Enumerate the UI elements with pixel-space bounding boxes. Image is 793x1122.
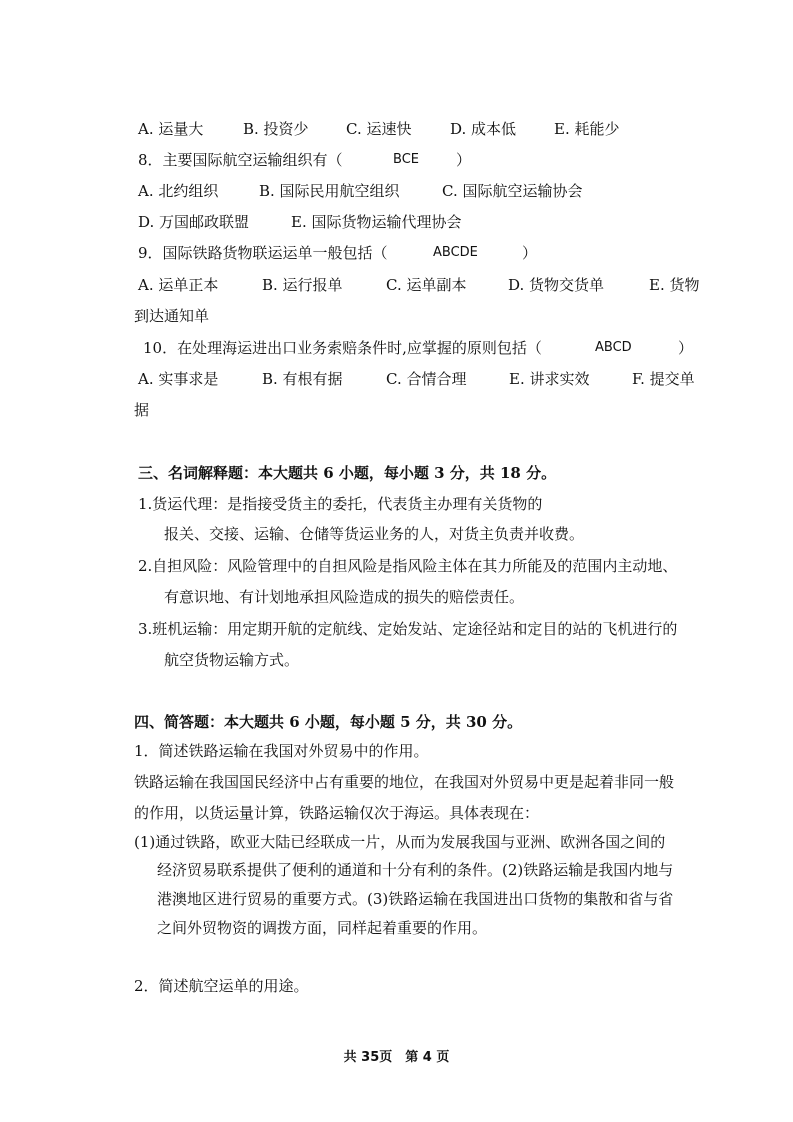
q7-option-b: B. 投资少 [243, 120, 309, 138]
answer-1-line6: 之间外贸物资的调拨方面，同样起着重要的作用。 [157, 919, 488, 937]
q8-close: ） [456, 151, 472, 169]
q8-option-b: B. 国际民用航空组织 [259, 182, 400, 200]
q7-option-c: C. 运速快 [346, 120, 412, 138]
answer-1-line3: (1)通过铁路，欧亚大陆已经联成一片，从而为发展我国与亚洲、欧洲各国之间的 [134, 833, 666, 851]
q9-option-b: B. 运行报单 [262, 276, 343, 294]
term-2-line1: 2.自担风险：风险管理中的自担风险是指风险主体在其力所能及的范围内主动地、 [138, 557, 678, 575]
q9-stem: 9．国际铁路货物联运运单一般包括（ [138, 244, 388, 262]
term-1-line1: 1.货运代理：是指接受货主的委托，代表货主办理有关货物的 [138, 495, 543, 513]
q10-option-f: F. 提交单 [632, 370, 695, 388]
q9-close: ） [522, 244, 538, 262]
q10-option-a: A. 实事求是 [138, 370, 219, 388]
section4-heading: 四、简答题：本大题共 6 小题，每小题 5 分，共 30 分。 [134, 713, 523, 731]
q10-answer: ABCD [595, 340, 632, 355]
q9-option-e: E. 货物 [649, 276, 700, 294]
q8-option-a: A. 北约组织 [138, 182, 219, 200]
q10-option-c: C. 合情合理 [386, 370, 467, 388]
answer-1-line2: 的作用，以货运量计算，铁路运输仅次于海运。具体表现在： [134, 804, 540, 822]
answer-1-line1: 铁路运输在我国国民经济中占有重要的地位，在我国对外贸易中更是起着非同一般 [134, 773, 675, 791]
answer-1-line4: 经济贸易联系提供了便利的通道和十分有利的条件。(2)铁路运输是我国内地与 [157, 861, 674, 879]
term-2-line2: 有意识地、有计划地承担风险造成的损失的赔偿责任。 [164, 588, 525, 606]
term-1-line2: 报关、交接、运输、仓储等货运业务的人，对货主负责并收费。 [164, 525, 585, 543]
short-q1: 1．简述铁路运输在我国对外贸易中的作用。 [134, 742, 429, 760]
q7-option-a: A. 运量大 [138, 120, 204, 138]
q10-close: ） [678, 339, 694, 357]
q8-option-d: D. 万国邮政联盟 [138, 213, 250, 231]
q10-option-b: B. 有根有据 [262, 370, 343, 388]
q9-answer: ABCDE [433, 245, 478, 260]
q9-option-d: D. 货物交货单 [508, 276, 605, 294]
q9-option-c: C. 运单副本 [386, 276, 467, 294]
q7-option-d: D. 成本低 [450, 120, 517, 138]
q10-stem: 10．在处理海运进出口业务索赔条件时,应掌握的原则包括（ [143, 339, 542, 357]
q10-option-wrap: 据 [134, 401, 150, 419]
q8-option-e: E. 国际货物运输代理协会 [291, 213, 462, 231]
q8-answer: BCE [393, 152, 419, 167]
term-3-line1: 3.班机运输：用定期开航的定航线、定始发站、定途径站和定目的站的飞机进行的 [138, 620, 678, 638]
q7-option-e: E. 耗能少 [554, 120, 620, 138]
q9-option-wrap: 到达通知单 [134, 307, 210, 325]
term-3-line2: 航空货物运输方式。 [164, 651, 300, 669]
q8-stem: 8．主要国际航空运输组织有（ [138, 151, 343, 169]
page-footer: 共 35页 第 4 页 [343, 1050, 450, 1065]
section3-heading: 三、名词解释题：本大题共 6 小题，每小题 3 分，共 18 分。 [138, 464, 557, 482]
short-q2: 2．简述航空运单的用途。 [134, 977, 309, 995]
answer-1-line5: 港澳地区进行贸易的重要方式。(3)铁路运输在我国进出口货物的集散和省与省 [157, 890, 674, 908]
q9-option-a: A. 运单正本 [138, 276, 219, 294]
q8-option-c: C. 国际航空运输协会 [442, 182, 583, 200]
q10-option-e: E. 讲求实效 [509, 370, 590, 388]
